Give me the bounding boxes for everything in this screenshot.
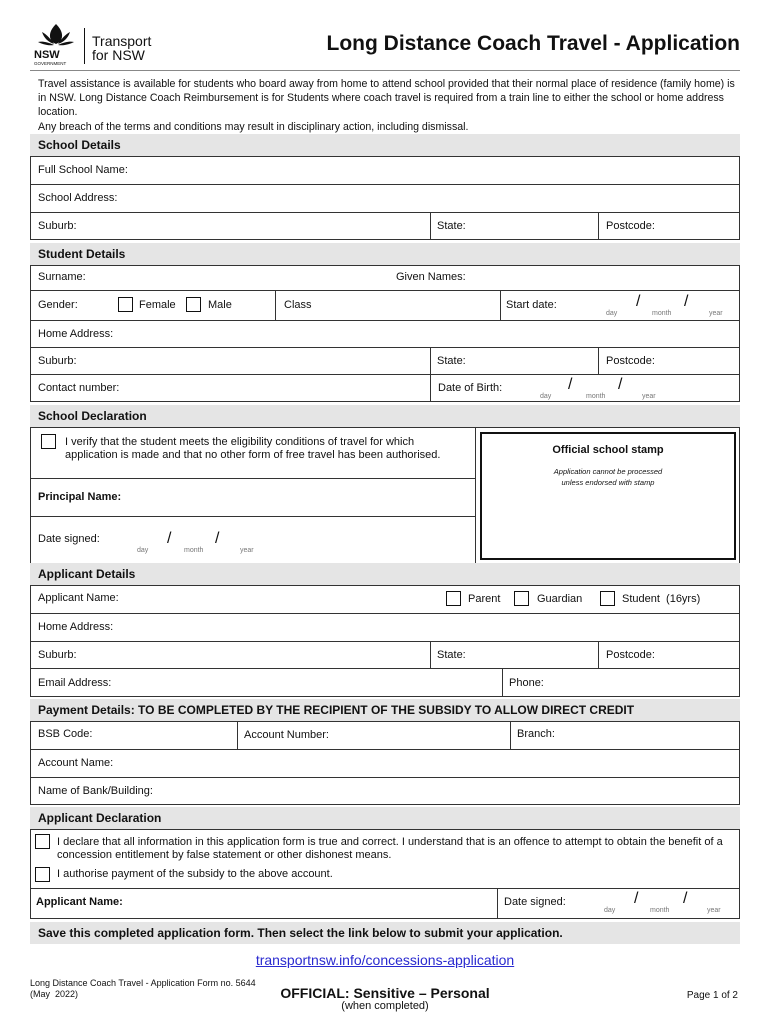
applicant-signature-name-field[interactable]: Applicant Name: xyxy=(36,896,123,908)
declare-statement: I declare that all information in this application form is true and correct. I understand that is an offence to attempt to obtain the benefit of a concession entitlement by false statement or other dishonest means. xyxy=(57,836,723,861)
principal-name-field[interactable]: Principal Name: xyxy=(38,491,122,503)
phone-field[interactable]: Phone: xyxy=(509,677,544,689)
student-details-heading: Student Details xyxy=(30,243,740,265)
given-names-field[interactable]: Given Names: xyxy=(396,271,466,283)
stamp-title: Official school stamp xyxy=(552,444,664,456)
official-stamp-box xyxy=(480,432,736,560)
date-day-hint: day xyxy=(137,547,149,554)
student-state-field[interactable]: State: xyxy=(437,355,466,367)
save-instruction-heading: Save this completed application form. Then select the link below to submit your application. xyxy=(30,922,740,944)
email-address-field[interactable]: Email Address: xyxy=(38,677,112,689)
student-details-box xyxy=(30,265,740,402)
gender-label: Gender: xyxy=(38,299,78,311)
school-address-field[interactable]: School Address: xyxy=(38,192,118,204)
brand-line-2: for NSW xyxy=(92,47,145,63)
student-postcode-field[interactable]: Postcode: xyxy=(606,355,655,367)
date-slash: / xyxy=(167,530,172,547)
intro-text xyxy=(38,77,742,134)
male-checkbox[interactable] xyxy=(186,297,201,312)
date-month-hint: month xyxy=(586,393,606,400)
student-16-checkbox[interactable] xyxy=(600,591,615,606)
date-slash: / xyxy=(618,376,623,393)
date-year-hint: year xyxy=(709,310,723,317)
footer-form-info xyxy=(30,978,256,1000)
logo-divider xyxy=(84,28,85,64)
declare-checkbox[interactable] xyxy=(35,834,50,849)
male-label: Male xyxy=(208,299,232,311)
form-date: (May 2022) xyxy=(30,989,79,999)
payment-details-heading: Payment Details: TO BE COMPLETED BY THE RECIPIENT OF THE SUBSIDY TO ALLOW DIRECT CREDIT xyxy=(30,699,740,721)
parent-label: Parent xyxy=(468,593,501,605)
applicant-declaration-heading: Applicant Declaration xyxy=(30,807,740,829)
date-slash: / xyxy=(634,890,639,907)
authorise-checkbox[interactable] xyxy=(35,867,50,882)
authorise-statement: I authorise payment of the subsidy to the above account. xyxy=(57,868,333,880)
surname-field[interactable]: Surname: xyxy=(38,271,86,283)
school-postcode-field[interactable]: Postcode: xyxy=(606,220,655,232)
intro-warning: Any breach of the terms and conditions may result in disciplinary action, including dismissal. xyxy=(38,120,469,133)
student-16-label: Student (16yrs) xyxy=(622,593,701,605)
home-address-field[interactable]: Home Address: xyxy=(38,328,114,340)
female-checkbox[interactable] xyxy=(118,297,133,312)
date-of-birth-field[interactable]: Date of Birth: xyxy=(438,382,503,394)
bsb-code-field[interactable]: BSB Code: xyxy=(38,728,93,740)
svg-text:NSW: NSW xyxy=(34,49,60,61)
verify-statement: I verify that the student meets the eligibility conditions of travel for which application is made and that no other form of free travel has been authorised. xyxy=(65,436,441,461)
date-slash: / xyxy=(684,293,689,310)
stamp-note: Application cannot be processed unless endorsed with stamp xyxy=(553,467,663,487)
guardian-label: Guardian xyxy=(537,593,583,605)
verify-checkbox[interactable] xyxy=(41,434,56,449)
bank-name-field[interactable]: Name of Bank/Building: xyxy=(38,785,153,797)
date-year-hint: year xyxy=(707,907,721,914)
form-number: Long Distance Coach Travel - Application Form no. 5644 xyxy=(30,978,256,988)
school-state-field[interactable]: State: xyxy=(437,220,466,232)
svg-text:GOVERNMENT: GOVERNMENT xyxy=(34,61,67,66)
date-month-hint: month xyxy=(650,907,670,914)
applicant-name-field[interactable]: Applicant Name: xyxy=(38,592,119,604)
applicant-state-field[interactable]: State: xyxy=(437,649,466,661)
applicant-postcode-field[interactable]: Postcode: xyxy=(606,649,655,661)
school-details-heading: School Details xyxy=(30,134,740,156)
applicant-home-address-field[interactable]: Home Address: xyxy=(38,621,114,633)
applicant-date-signed-field[interactable]: Date signed: xyxy=(504,896,566,908)
date-slash: / xyxy=(683,890,688,907)
female-label: Female xyxy=(139,299,176,311)
header-divider xyxy=(30,70,740,71)
date-slash: / xyxy=(568,376,573,393)
date-month-hint: month xyxy=(652,310,672,317)
date-month-hint: month xyxy=(184,547,204,554)
date-day-hint: day xyxy=(606,310,618,317)
class-field[interactable]: Class xyxy=(284,299,312,311)
branch-field[interactable]: Branch: xyxy=(517,728,555,740)
classification-label: OFFICIAL: Sensitive – Personal xyxy=(280,985,490,1001)
applicant-suburb-field[interactable]: Suburb: xyxy=(38,649,77,661)
school-declaration-heading: School Declaration xyxy=(30,405,740,427)
page-number: Page 1 of 2 xyxy=(686,990,738,1001)
applicant-details-heading: Applicant Details xyxy=(30,563,740,585)
date-year-hint: year xyxy=(642,393,656,400)
account-name-field[interactable]: Account Name: xyxy=(38,757,114,769)
school-suburb-field[interactable]: Suburb: xyxy=(38,220,77,232)
account-number-field[interactable]: Account Number: xyxy=(244,729,329,741)
full-school-name-field[interactable]: Full School Name: xyxy=(38,164,128,176)
school-date-signed-field[interactable]: Date signed: xyxy=(38,533,100,545)
page-title: Long Distance Coach Travel - Application xyxy=(326,32,740,55)
start-date-field[interactable]: Start date: xyxy=(506,299,557,311)
student-suburb-field[interactable]: Suburb: xyxy=(38,355,77,367)
brand-line-1: Transport xyxy=(92,33,152,49)
brand-wordmark xyxy=(92,34,151,62)
classification-note: (when completed) xyxy=(341,1000,429,1012)
contact-number-field[interactable]: Contact number: xyxy=(38,382,120,394)
guardian-checkbox[interactable] xyxy=(514,591,529,606)
date-slash: / xyxy=(215,530,220,547)
waratah-icon xyxy=(34,22,84,68)
date-slash: / xyxy=(636,293,641,310)
parent-checkbox[interactable] xyxy=(446,591,461,606)
date-day-hint: day xyxy=(604,907,616,914)
submit-link[interactable]: transportnsw.info/concessions-application xyxy=(255,952,515,968)
date-year-hint: year xyxy=(240,547,254,554)
intro-paragraph: Travel assistance is available for students who board away from home to attend school provided that their normal place of residence (family home) is in NSW. Long Distance Coach Reimbursement is for Students where coach travel is required from a train line to either the school or home address location. xyxy=(38,78,735,119)
date-day-hint: day xyxy=(540,393,552,400)
transport-nsw-logo xyxy=(34,22,174,68)
